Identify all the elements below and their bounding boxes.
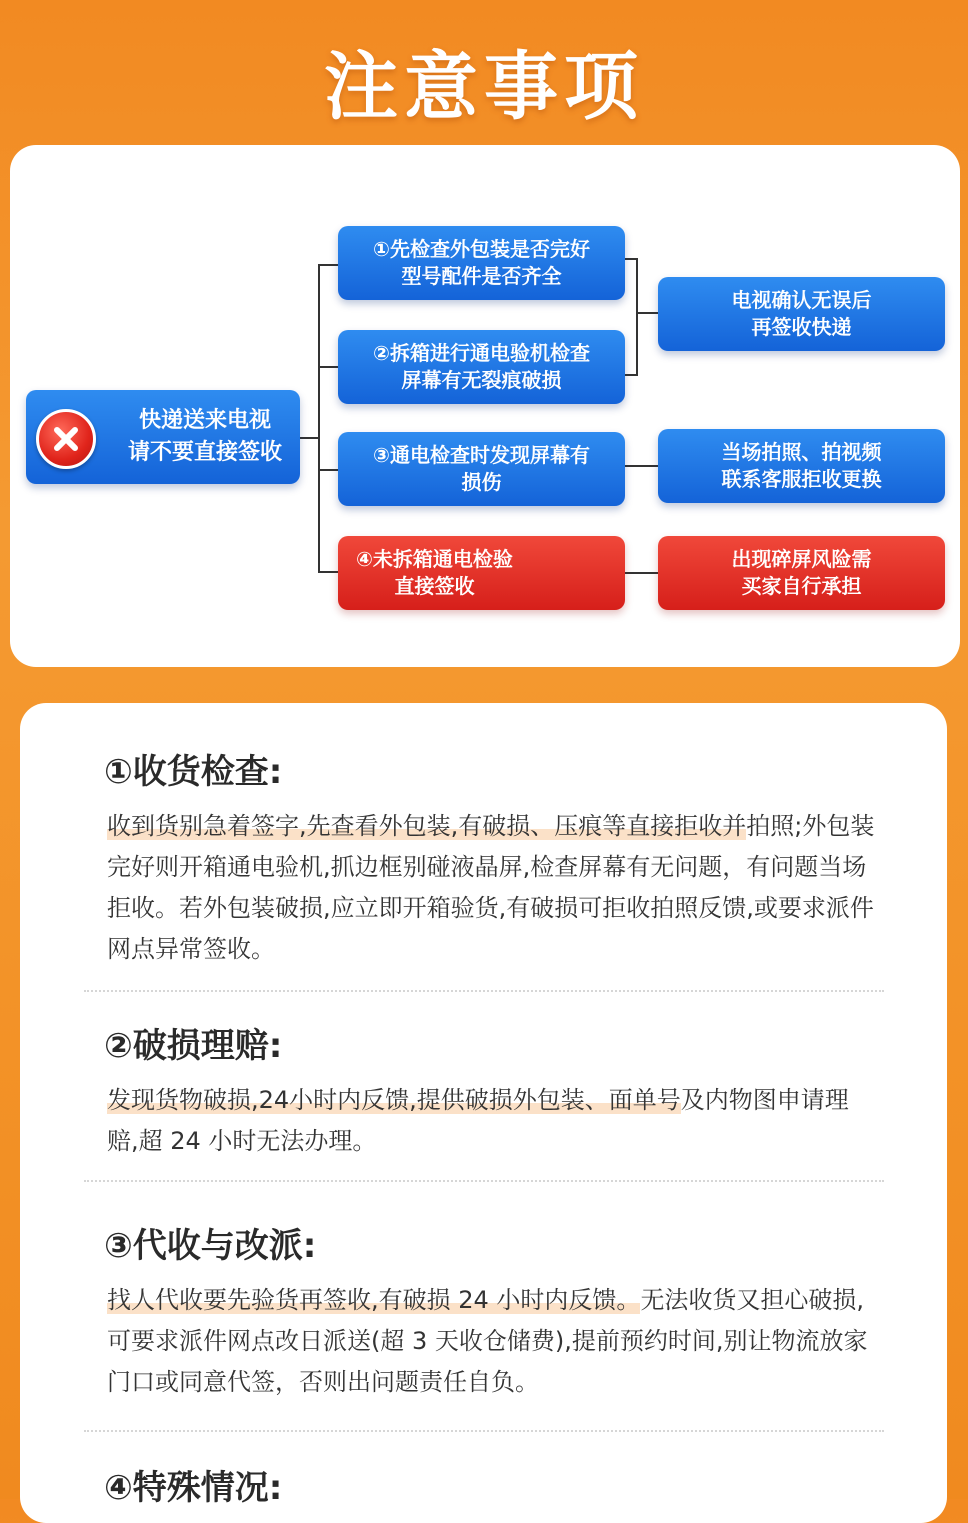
root-line-2: 请不要直接签收 [127, 440, 282, 465]
step-3-line-2: 损伤 [461, 470, 502, 494]
step-box-2 [338, 330, 625, 404]
step-box-4 [338, 536, 625, 610]
step-2-line-2: 屏幕有无裂痕破损 [401, 368, 562, 392]
close-icon [36, 409, 96, 469]
connector-line [318, 469, 338, 471]
step-box-3 [338, 432, 625, 506]
connector-line [300, 437, 319, 439]
step-box-1 [338, 226, 625, 300]
result-1-line-2: 再签收快递 [751, 315, 852, 339]
step-4-line-2: 直接签收 [394, 574, 475, 598]
step-2-line-1: ②拆箱进行通电验机检查 [373, 341, 590, 365]
section-text-1 [107, 806, 877, 970]
section-rest-1: 拍照;外包装完好则开箱通电验机,抓边框别碰液晶屏,检查屏幕有无问题，有问题当场拒收。若外包装破损,应立即开箱验货,有破损可拒收拍照反馈,或要求派件网点异常签收。 [107, 812, 875, 963]
connector-line [318, 264, 338, 266]
connector-line [636, 258, 638, 376]
result-3-line-1: 出现碎屏风险需 [731, 547, 872, 571]
section-highlight-1: 收到货别急着签字,先查看外包装,有破损、压痕等直接拒收并 [107, 812, 747, 840]
step-1-line-2: 型号配件是否齐全 [401, 264, 562, 288]
section-title-1: ①收货检查: [104, 752, 283, 792]
divider [84, 1180, 884, 1182]
result-1-line-1: 电视确认无误后 [731, 288, 872, 312]
divider [84, 990, 884, 992]
result-box-1 [658, 277, 945, 351]
connector-line [318, 366, 338, 368]
step-4-line-1: ④未拆箱通电检验 [356, 547, 513, 571]
section-text-3 [107, 1280, 877, 1403]
section-title-2: ②破损理赔: [104, 1026, 283, 1066]
divider [84, 1430, 884, 1432]
result-box-3 [658, 536, 945, 610]
section-rest-3: 无法收货又担心破损,可要求派件网点改日派送(超 3 天收仓储费),提前预约时间,别让物流放家门口或同意代签，否则出问题责任自负。 [107, 1286, 868, 1396]
result-2-line-2: 联系客服拒收更换 [721, 467, 882, 491]
section-rest-2: 及内物图申请理赔,超 24 小时无法办理。 [107, 1086, 849, 1155]
page-title: 注意事项 [324, 44, 644, 130]
step-3-line-1: ③通电检查时发现屏幕有 [373, 443, 590, 467]
connector-line [625, 572, 658, 574]
result-2-line-1: 当场拍照、拍视频 [721, 440, 882, 464]
step-1-line-1: ①先检查外包装是否完好 [373, 237, 590, 261]
section-highlight-3: 找人代收要先验货再签收,有破损 24 小时内反馈。 [107, 1286, 641, 1314]
root-line-1: 快递送来电视 [138, 408, 271, 433]
connector-line [318, 571, 338, 573]
result-box-2 [658, 429, 945, 503]
section-text-2 [107, 1080, 877, 1162]
result-3-line-2: 买家自行承担 [741, 574, 862, 598]
section-title-3: ③代收与改派: [104, 1226, 317, 1266]
connector-line [625, 465, 658, 467]
section-title-4: ④特殊情况: [104, 1468, 283, 1508]
connector-line [636, 312, 658, 314]
connector-line [318, 264, 320, 572]
section-highlight-2: 发现货物破损,24小时内反馈,提供破损外包装、面单号 [107, 1086, 681, 1114]
